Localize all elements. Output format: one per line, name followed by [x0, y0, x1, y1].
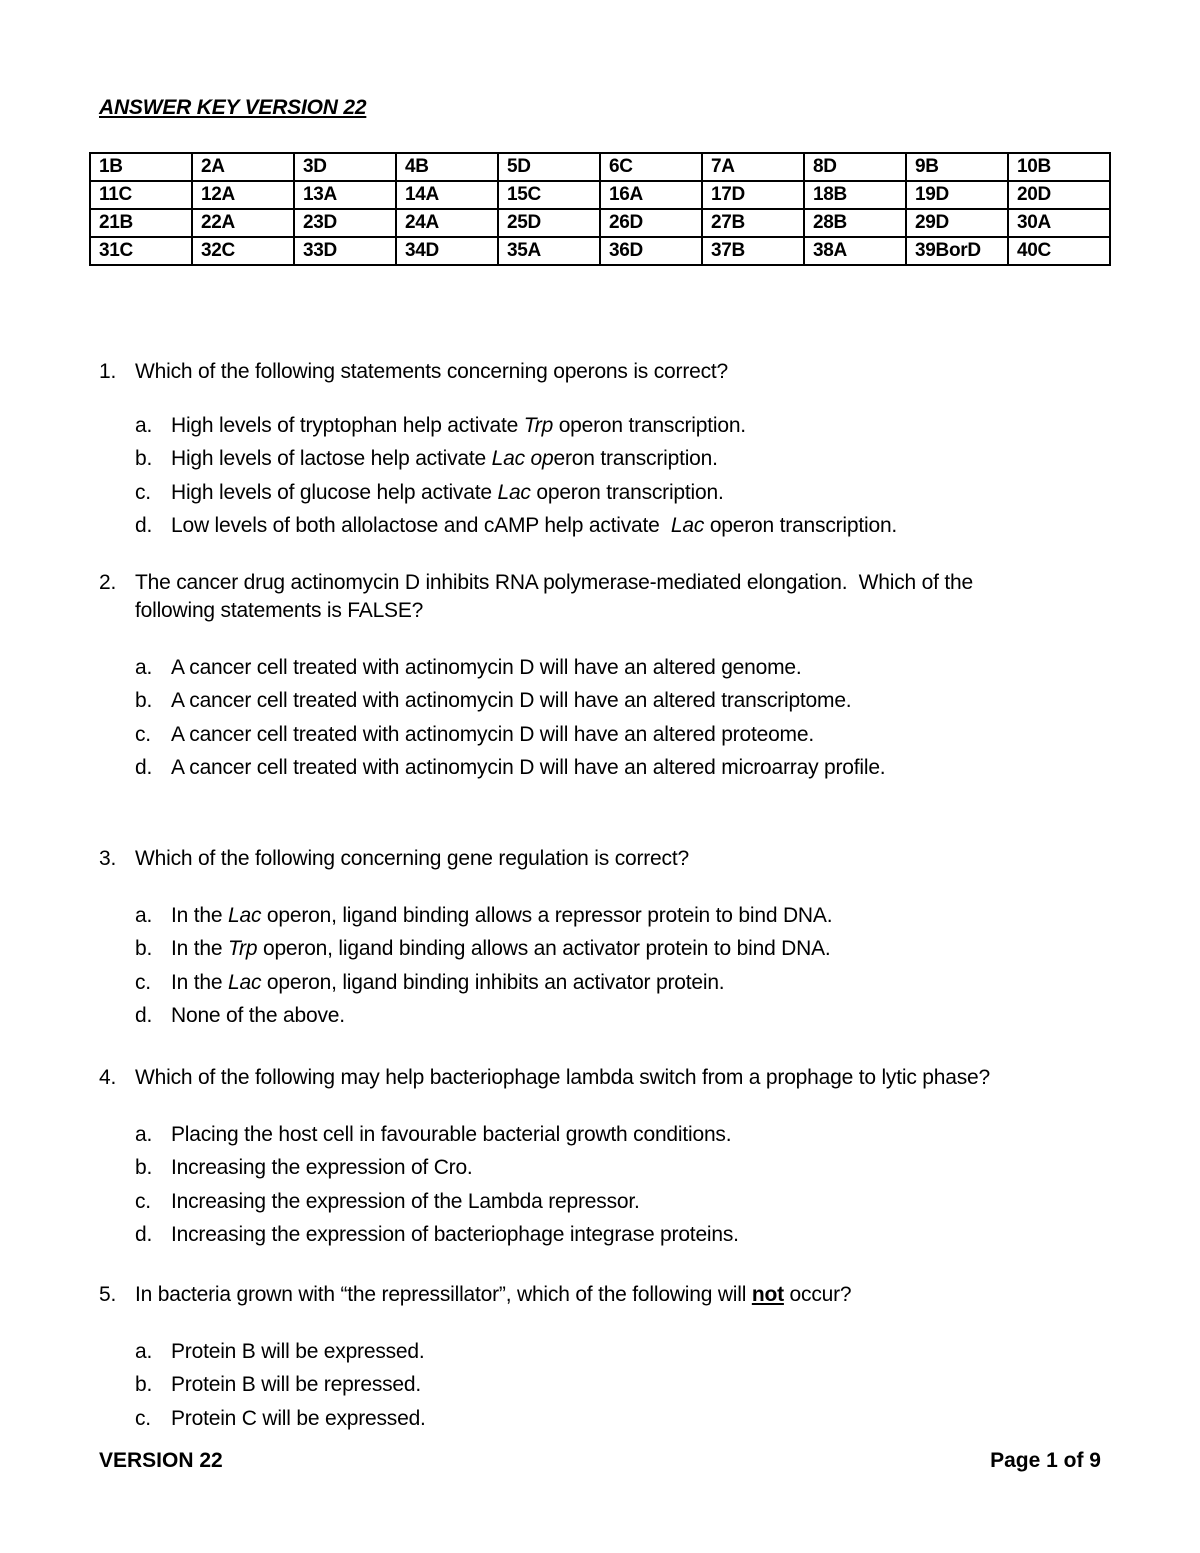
answer-key-cell: 12A: [192, 181, 294, 209]
option-b: [0, 932, 1200, 965]
answer-key-cell: 29D: [906, 209, 1008, 237]
answer-key-cell: 37B: [702, 237, 804, 265]
option-list: [0, 651, 1200, 784]
answer-key-cell: 10B: [1008, 153, 1110, 181]
answer-key-table: [89, 152, 1111, 266]
question-4: [0, 1064, 1200, 1251]
question-stem: [0, 1064, 1135, 1092]
question-number: 4.: [99, 1066, 117, 1089]
option-text: High levels of glucose help activate: [171, 480, 498, 504]
option-c: [0, 1402, 1200, 1435]
answer-key-cell: 5D: [498, 153, 600, 181]
answer-key-row: [90, 153, 1110, 181]
option-d: [0, 509, 1200, 542]
option-a: [0, 1335, 1200, 1368]
question-number: 1.: [99, 360, 117, 383]
answer-key-cell: 17D: [702, 181, 804, 209]
option-italic-term: Lac: [670, 513, 705, 537]
option-italic-term: Lac: [227, 904, 262, 927]
option-b: [0, 442, 1200, 475]
option-a: [0, 1118, 1200, 1151]
option-text: Increasing the expression of the Lambda repressor.: [171, 1189, 640, 1213]
answer-key-cell: 38A: [804, 237, 906, 265]
option-d: [0, 999, 1200, 1032]
question-stem: [0, 845, 1055, 873]
answer-key-cell: 25D: [498, 209, 600, 237]
option-d: [0, 751, 1200, 784]
option-text: In the: [171, 904, 228, 927]
answer-key-cell: 21B: [90, 209, 192, 237]
answer-key-cell: 3D: [294, 153, 396, 181]
option-text: A cancer cell treated with actinomycin D will have an altered proteome.: [171, 722, 814, 746]
option-italic-term: Trp: [523, 414, 554, 437]
option-text: A cancer cell treated with actinomycin D will have an altered microarray profile.: [171, 755, 886, 779]
answer-key-cell: 7A: [702, 153, 804, 181]
option-b: [0, 1368, 1200, 1401]
option-b: [0, 684, 1200, 717]
option-text: Placing the host cell in favourable bacterial growth conditions.: [171, 1123, 732, 1146]
option-text: A cancer cell treated with actinomycin D will have an altered genome.: [171, 656, 802, 679]
option-letter: b.: [135, 447, 153, 471]
answer-key-cell: 31C: [90, 237, 192, 265]
question-text: occur?: [783, 1283, 852, 1306]
question-stem: [0, 569, 1055, 625]
answer-key-cell: 23D: [294, 209, 396, 237]
option-letter: b.: [135, 689, 153, 713]
answer-key-cell: 30A: [1008, 209, 1110, 237]
option-letter: d.: [135, 755, 153, 779]
option-text: Increasing the expression of bacteriophage integrase proteins.: [171, 1222, 739, 1246]
option-b: [0, 1151, 1200, 1184]
answer-key-cell: 20D: [1008, 181, 1110, 209]
option-letter: d.: [135, 1003, 153, 1027]
option-italic-term: Lac: [227, 970, 262, 994]
option-list: [0, 1118, 1200, 1251]
question-number: 3.: [99, 847, 117, 870]
question-text: Which of the following may help bacteriophage lambda switch from a prophage to lytic phase?: [135, 1066, 990, 1089]
question-text: Which of the following concerning gene regulation is correct?: [135, 847, 689, 870]
answer-key-cell: 6C: [600, 153, 702, 181]
option-text: High levels of lactose help activate: [171, 447, 492, 471]
answer-key-row: [90, 237, 1110, 265]
answer-key-cell: 26D: [600, 209, 702, 237]
emphasis-not: not: [751, 1283, 784, 1306]
option-text: Increasing the expression of Cro.: [171, 1156, 473, 1180]
answer-key-cell: 4B: [396, 153, 498, 181]
option-letter: a.: [135, 1123, 153, 1146]
question-3: [0, 845, 1200, 1032]
question-1: [0, 358, 1200, 542]
question-5: [0, 1281, 1200, 1435]
answer-key-cell: 24A: [396, 209, 498, 237]
option-letter: c.: [135, 1406, 151, 1430]
option-letter: c.: [135, 480, 151, 504]
option-text: operon transcription.: [704, 513, 898, 537]
question-stem: [0, 358, 1055, 386]
answer-key-cell: 34D: [396, 237, 498, 265]
option-letter: c.: [135, 722, 151, 746]
option-text: operon, ligand binding allows an activator protein to bind DNA.: [257, 937, 831, 961]
option-letter: d.: [135, 1222, 153, 1246]
option-c: [0, 718, 1200, 751]
option-letter: b.: [135, 1373, 153, 1397]
answer-key-cell: 13A: [294, 181, 396, 209]
option-italic-term: Lac op: [491, 447, 554, 471]
option-c: [0, 1185, 1200, 1218]
question-text: Which of the following statements concerning operons is correct?: [135, 360, 729, 383]
option-list: [0, 899, 1200, 1032]
option-text: operon transcription.: [530, 480, 724, 504]
answer-key-cell: 15C: [498, 181, 600, 209]
question-text: In bacteria grown with “the repressillator”, which of the following will: [135, 1283, 752, 1306]
option-list: [0, 1335, 1200, 1435]
question-stem: [0, 1281, 1055, 1309]
answer-key-cell: 32C: [192, 237, 294, 265]
answer-key-cell: 1B: [90, 153, 192, 181]
answer-key-cell: 16A: [600, 181, 702, 209]
option-letter: a.: [135, 414, 153, 437]
option-a: [0, 651, 1200, 684]
answer-key-title: ANSWER KEY VERSION 22: [99, 96, 367, 119]
option-text: None of the above.: [171, 1003, 345, 1027]
answer-key-cell: 39BorD: [906, 237, 1008, 265]
answer-key-cell: 18B: [804, 181, 906, 209]
answer-key-cell: 19D: [906, 181, 1008, 209]
option-text: Low levels of both allolactose and cAMP help activate: [171, 513, 671, 537]
option-text: operon, ligand binding allows a repressor protein to bind DNA.: [261, 904, 833, 927]
option-text: Protein C will be expressed.: [171, 1406, 426, 1430]
option-letter: b.: [135, 1156, 153, 1180]
answer-key-cell: 35A: [498, 237, 600, 265]
answer-key-cell: 36D: [600, 237, 702, 265]
option-a: [0, 899, 1200, 932]
option-italic-term: Trp: [227, 937, 258, 961]
option-letter: c.: [135, 1189, 151, 1213]
answer-key-cell: 2A: [192, 153, 294, 181]
answer-key-cell: 28B: [804, 209, 906, 237]
answer-key-cell: 14A: [396, 181, 498, 209]
answer-key-row: [90, 181, 1110, 209]
footer-page-number: Page 1 of 9: [990, 1449, 1101, 1472]
answer-key-cell: 40C: [1008, 237, 1110, 265]
question-text: The cancer drug actinomycin D inhibits RNA polymerase-mediated elongation. Which of the following statements is FALSE?: [135, 571, 979, 622]
answer-key-cell: 11C: [90, 181, 192, 209]
option-letter: a.: [135, 904, 153, 927]
question-number: 2.: [99, 571, 117, 594]
option-text: eron transcription.: [553, 447, 718, 471]
option-letter: a.: [135, 656, 153, 679]
option-text: In the: [171, 937, 228, 961]
answer-key-cell: 33D: [294, 237, 396, 265]
option-a: [0, 409, 1200, 442]
option-letter: a.: [135, 1340, 153, 1363]
option-letter: c.: [135, 970, 151, 994]
option-c: [0, 966, 1200, 999]
option-text: Protein B will be repressed.: [171, 1373, 422, 1397]
option-text: High levels of tryptophan help activate: [171, 414, 524, 437]
option-c: [0, 476, 1200, 509]
option-letter: d.: [135, 513, 153, 537]
question-number: 5.: [99, 1283, 117, 1306]
answer-key-cell: 8D: [804, 153, 906, 181]
option-text: In the: [171, 970, 228, 994]
option-text: A cancer cell treated with actinomycin D will have an altered transcriptome.: [171, 689, 852, 713]
option-list: [0, 409, 1200, 542]
answer-key-row: [90, 209, 1110, 237]
option-italic-term: Lac: [497, 480, 531, 504]
option-text: Protein B will be expressed.: [171, 1340, 425, 1363]
option-d: [0, 1218, 1200, 1251]
footer-version: VERSION 22: [99, 1449, 223, 1472]
option-text: operon transcription.: [553, 414, 746, 437]
question-2: [0, 569, 1200, 784]
option-text: operon, ligand binding inhibits an activator protein.: [261, 970, 725, 994]
answer-key-cell: 9B: [906, 153, 1008, 181]
option-letter: b.: [135, 937, 153, 961]
answer-key-cell: 22A: [192, 209, 294, 237]
answer-key-cell: 27B: [702, 209, 804, 237]
